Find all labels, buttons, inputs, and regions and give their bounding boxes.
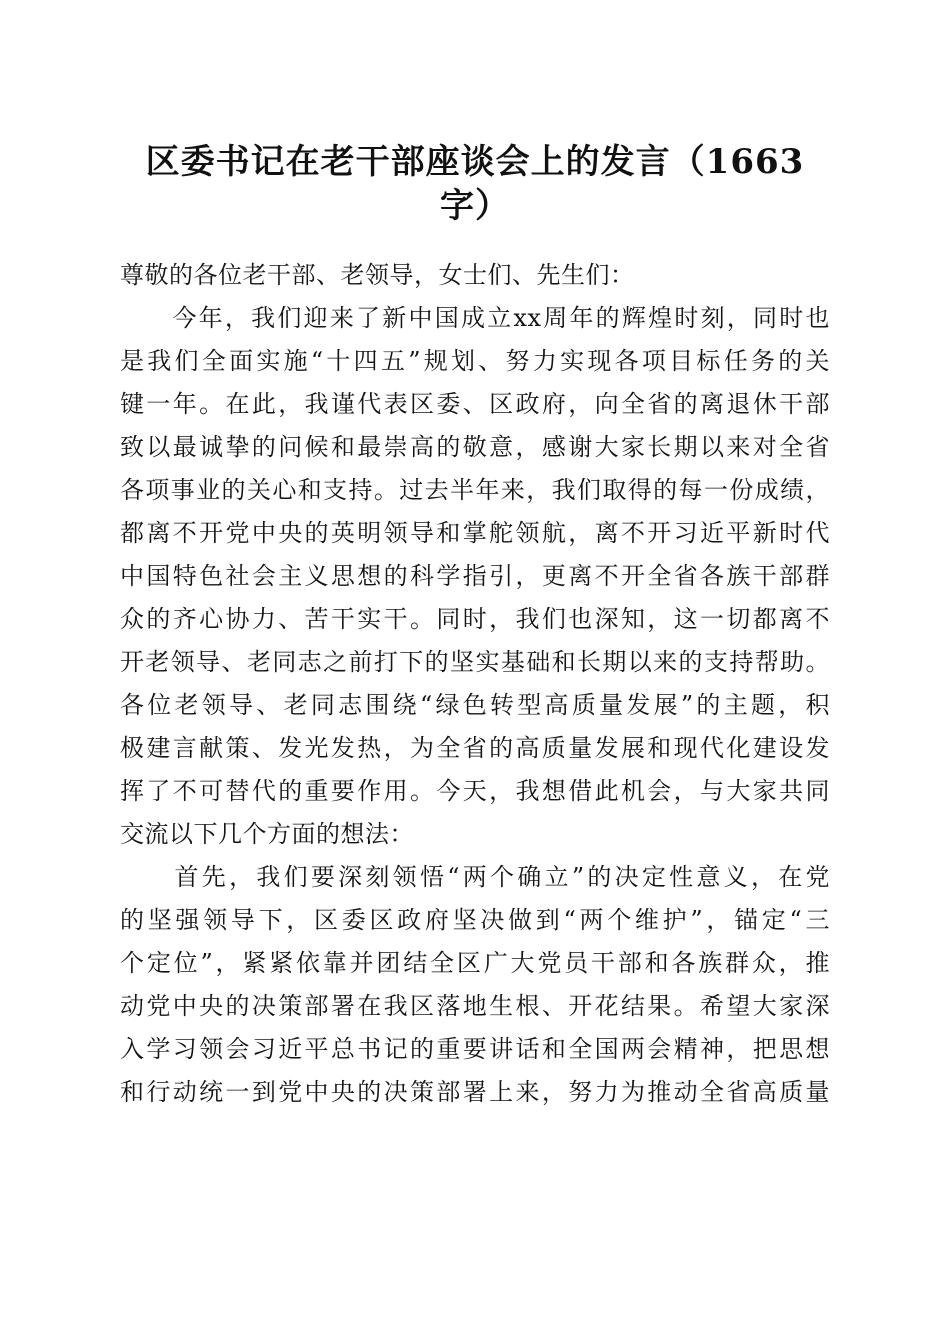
text-line: 致以最诚挚的问候和最崇高的敬意，感谢大家长期以来对全省 xyxy=(120,433,830,461)
paragraph-2 xyxy=(120,856,830,1114)
title-line-1: 区委书记在老干部座谈会上的发言（1663 xyxy=(145,142,805,182)
text-line: 首先，我们要深刻领悟“两个确立”的决定性意义，在党 xyxy=(120,863,830,891)
text-line: 开老领导、老同志之前打下的坚实基础和长期以来的支持帮助。 xyxy=(120,648,830,676)
text-line: 个定位”，紧紧依靠并团结全区广大党员干部和各族群众，推 xyxy=(120,949,830,977)
title-line-2: 字） xyxy=(440,186,510,226)
text-line: 各项事业的关心和支持。过去半年来，我们取得的每一份成绩， xyxy=(120,476,830,504)
paragraph-1 xyxy=(120,297,830,856)
text-line: 挥了不可替代的重要作用。今天，我想借此机会，与大家共同 xyxy=(120,777,830,805)
document-body xyxy=(120,254,830,1114)
text-line: 极建言献策、发光发热，为全省的高质量发展和现代化建设发 xyxy=(120,734,830,762)
salutation: 尊敬的各位老干部、老领导，女士们、先生们： xyxy=(120,261,635,289)
text-line: 的坚强领导下，区委区政府坚决做到“两个维护”，锚定“三 xyxy=(120,906,830,934)
document-title xyxy=(120,140,830,228)
text-line: 入学习领会习近平总书记的重要讲话和全国两会精神，把思想 xyxy=(120,1035,830,1063)
text-line: 交流以下几个方面的想法： xyxy=(120,820,414,848)
text-line: 都离不开党中央的英明领导和掌舵领航，离不开习近平新时代 xyxy=(120,519,830,547)
text-line: 今年，我们迎来了新中国成立xx周年的辉煌时刻，同时也 xyxy=(120,304,830,332)
text-line: 是我们全面实施“十四五”规划、努力实现各项目标任务的关 xyxy=(120,347,830,375)
text-line: 动党中央的决策部署在我区落地生根、开花结果。希望大家深 xyxy=(120,992,830,1020)
text-line: 键一年。在此，我谨代表区委、区政府，向全省的离退休干部 xyxy=(120,390,830,418)
text-line: 各位老领导、老同志围绕“绿色转型高质量发展”的主题，积 xyxy=(120,691,830,719)
text-line: 众的齐心协力、苦干实干。同时，我们也深知，这一切都离不 xyxy=(120,605,830,633)
text-line: 中国特色社会主义思想的科学指引，更离不开全省各族干部群 xyxy=(120,562,830,590)
text-line: 和行动统一到党中央的决策部署上来，努力为推动全省高质量 xyxy=(120,1078,830,1106)
